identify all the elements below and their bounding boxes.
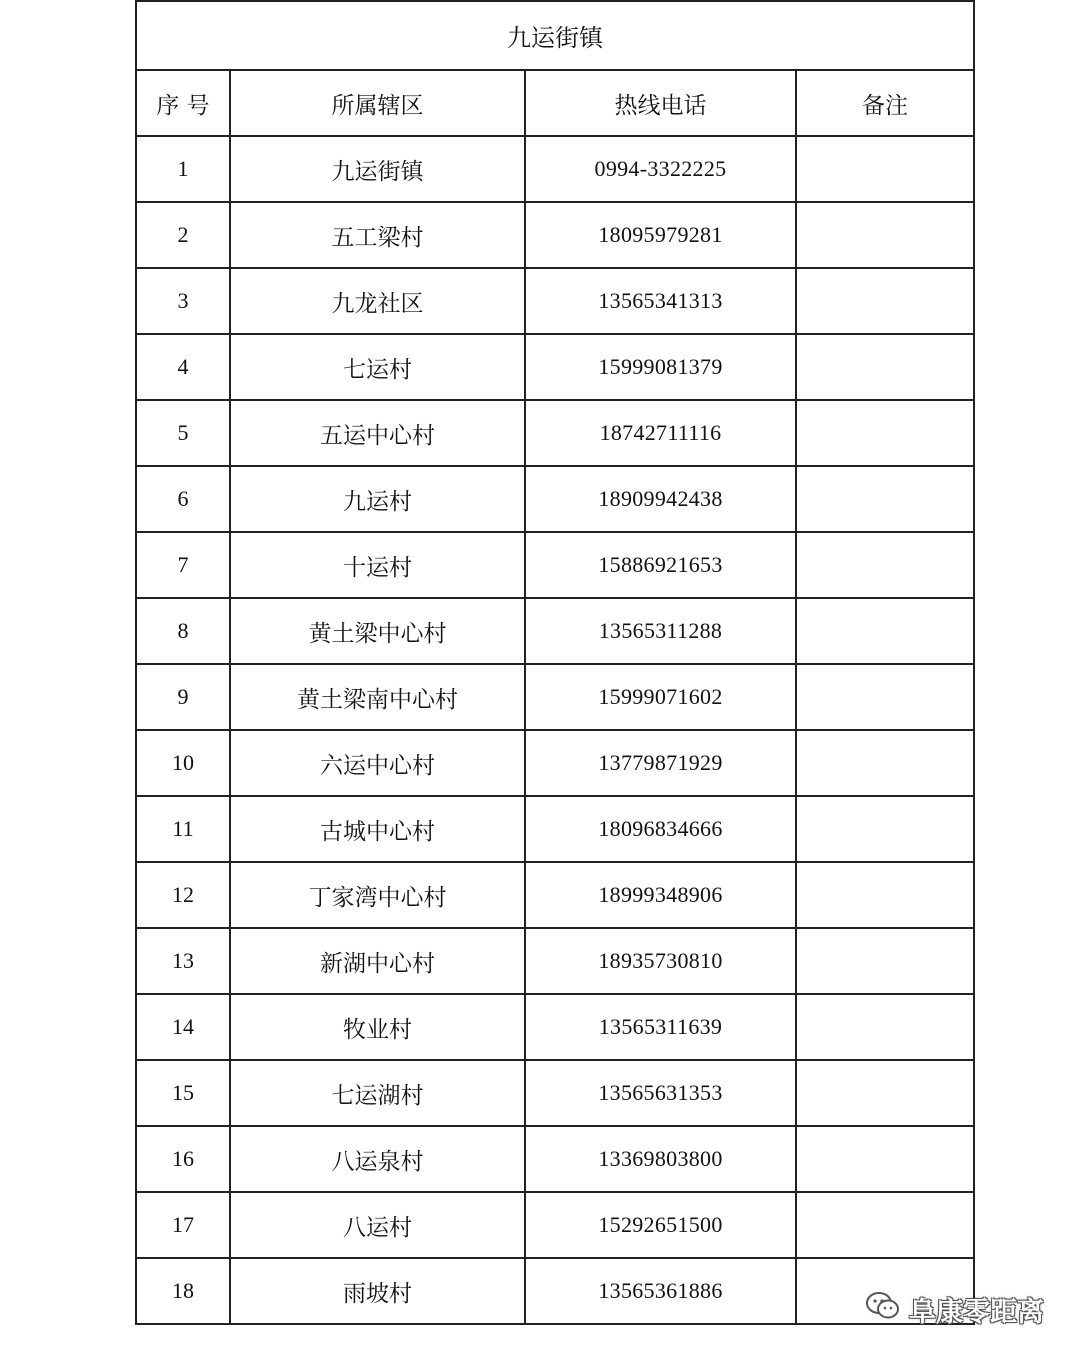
table-row bbox=[136, 796, 974, 862]
table-row bbox=[136, 730, 974, 796]
table-row bbox=[136, 466, 974, 532]
header-note: 备注 bbox=[796, 70, 974, 136]
table-row bbox=[136, 400, 974, 466]
header-area: 所属辖区 bbox=[230, 70, 525, 136]
watermark-text: 阜康零距离 bbox=[909, 1297, 1044, 1328]
row-phone: 15292651500 bbox=[525, 1192, 796, 1258]
row-phone: 18909942438 bbox=[525, 466, 796, 532]
row-index: 11 bbox=[136, 796, 230, 862]
row-note bbox=[796, 862, 974, 928]
row-phone: 18095979281 bbox=[525, 202, 796, 268]
row-index: 14 bbox=[136, 994, 230, 1060]
row-phone: 13565311288 bbox=[525, 598, 796, 664]
table-row bbox=[136, 664, 974, 730]
row-note bbox=[796, 202, 974, 268]
row-area: 新湖中心村 bbox=[230, 928, 525, 994]
row-area: 十运村 bbox=[230, 532, 525, 598]
row-area: 九运村 bbox=[230, 466, 525, 532]
row-index: 18 bbox=[136, 1258, 230, 1324]
header-index: 序 号 bbox=[136, 70, 230, 136]
row-index: 3 bbox=[136, 268, 230, 334]
row-phone: 13565341313 bbox=[525, 268, 796, 334]
row-note bbox=[796, 664, 974, 730]
header-row bbox=[136, 70, 974, 136]
row-index: 7 bbox=[136, 532, 230, 598]
row-area: 黄土梁中心村 bbox=[230, 598, 525, 664]
row-area: 七运村 bbox=[230, 334, 525, 400]
row-area: 七运湖村 bbox=[230, 1060, 525, 1126]
row-phone: 18742711116 bbox=[525, 400, 796, 466]
row-phone: 15886921653 bbox=[525, 532, 796, 598]
title-row bbox=[136, 1, 974, 70]
row-index: 10 bbox=[136, 730, 230, 796]
source-watermark bbox=[865, 1290, 1044, 1329]
row-area: 黄土梁南中心村 bbox=[230, 664, 525, 730]
row-index: 6 bbox=[136, 466, 230, 532]
row-phone: 13369803800 bbox=[525, 1126, 796, 1192]
table-title: 九运街镇 bbox=[136, 1, 974, 70]
row-phone: 15999081379 bbox=[525, 334, 796, 400]
row-index: 9 bbox=[136, 664, 230, 730]
row-area: 五工梁村 bbox=[230, 202, 525, 268]
table-row bbox=[136, 1258, 974, 1324]
row-phone: 13779871929 bbox=[525, 730, 796, 796]
table-row bbox=[136, 928, 974, 994]
row-index: 13 bbox=[136, 928, 230, 994]
row-note bbox=[796, 1126, 974, 1192]
row-note bbox=[796, 796, 974, 862]
table-row bbox=[136, 136, 974, 202]
row-phone: 13565361886 bbox=[525, 1258, 796, 1324]
row-note bbox=[796, 532, 974, 598]
row-index: 2 bbox=[136, 202, 230, 268]
row-area: 丁家湾中心村 bbox=[230, 862, 525, 928]
table-row bbox=[136, 994, 974, 1060]
table-row bbox=[136, 334, 974, 400]
row-note bbox=[796, 136, 974, 202]
row-area: 八运泉村 bbox=[230, 1126, 525, 1192]
row-note bbox=[796, 466, 974, 532]
row-index: 8 bbox=[136, 598, 230, 664]
row-area: 牧业村 bbox=[230, 994, 525, 1060]
row-area: 九运街镇 bbox=[230, 136, 525, 202]
row-note bbox=[796, 598, 974, 664]
row-note bbox=[796, 994, 974, 1060]
row-note bbox=[796, 1192, 974, 1258]
row-index: 4 bbox=[136, 334, 230, 400]
table-row bbox=[136, 598, 974, 664]
row-area: 九龙社区 bbox=[230, 268, 525, 334]
row-area: 古城中心村 bbox=[230, 796, 525, 862]
row-area: 八运村 bbox=[230, 1192, 525, 1258]
row-phone: 13565311639 bbox=[525, 994, 796, 1060]
hotline-sheet bbox=[135, 0, 973, 1325]
row-phone: 13565631353 bbox=[525, 1060, 796, 1126]
row-note bbox=[796, 400, 974, 466]
row-index: 12 bbox=[136, 862, 230, 928]
row-note bbox=[796, 730, 974, 796]
table-row bbox=[136, 268, 974, 334]
row-note bbox=[796, 1060, 974, 1126]
wechat-icon bbox=[865, 1290, 901, 1329]
row-note bbox=[796, 268, 974, 334]
table-row bbox=[136, 202, 974, 268]
table-row bbox=[136, 862, 974, 928]
row-area: 五运中心村 bbox=[230, 400, 525, 466]
row-note bbox=[796, 334, 974, 400]
row-phone: 18935730810 bbox=[525, 928, 796, 994]
row-index: 5 bbox=[136, 400, 230, 466]
hotline-table bbox=[135, 0, 975, 1325]
row-phone: 18096834666 bbox=[525, 796, 796, 862]
table-row bbox=[136, 1060, 974, 1126]
row-index: 15 bbox=[136, 1060, 230, 1126]
row-phone: 0994-3322225 bbox=[525, 136, 796, 202]
row-index: 1 bbox=[136, 136, 230, 202]
row-area: 六运中心村 bbox=[230, 730, 525, 796]
table-row bbox=[136, 1192, 974, 1258]
row-index: 16 bbox=[136, 1126, 230, 1192]
row-note bbox=[796, 928, 974, 994]
table-row bbox=[136, 532, 974, 598]
table-body bbox=[136, 136, 974, 1324]
header-phone: 热线电话 bbox=[525, 70, 796, 136]
table-row bbox=[136, 1126, 974, 1192]
row-phone: 15999071602 bbox=[525, 664, 796, 730]
row-phone: 18999348906 bbox=[525, 862, 796, 928]
row-area: 雨坡村 bbox=[230, 1258, 525, 1324]
row-index: 17 bbox=[136, 1192, 230, 1258]
